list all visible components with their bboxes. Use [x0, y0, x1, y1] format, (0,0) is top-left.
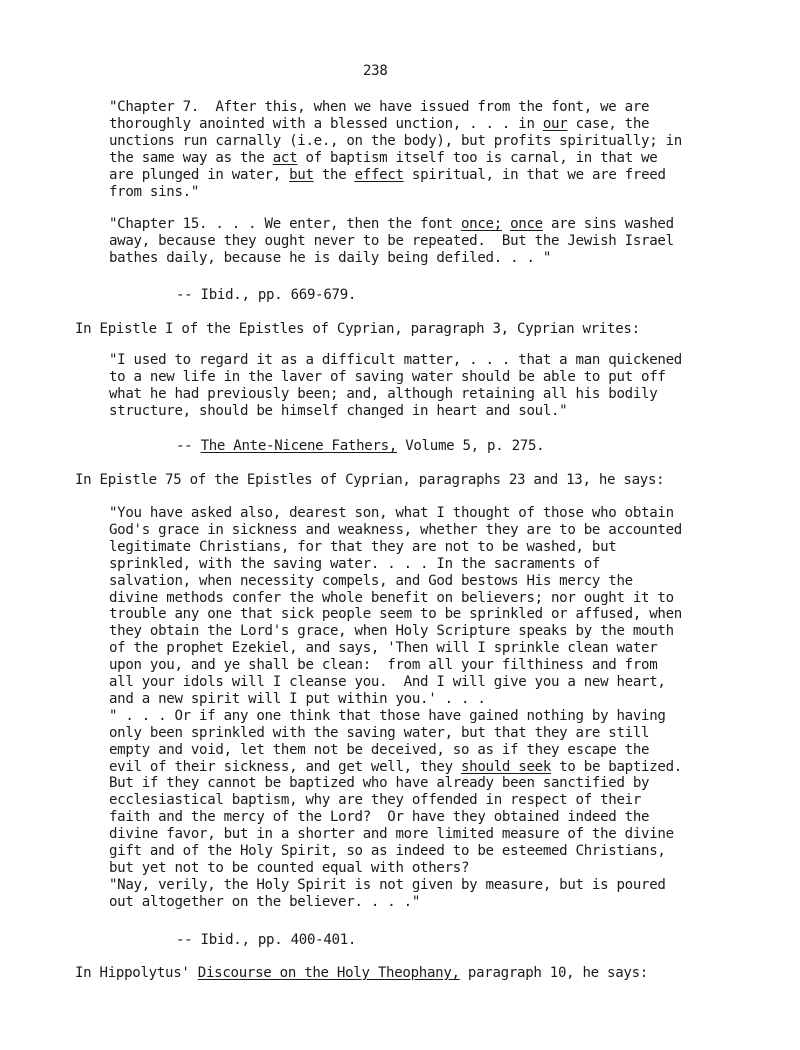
text-run: -- Ibid., pp. 669-679. [176, 287, 357, 303]
intro-hippolytus-line [75, 965, 648, 982]
cyprian-quote-75-line [109, 894, 420, 911]
text-run: divine methods confer the whole benefit on believers; nor ought it to [109, 589, 674, 606]
text-run: God's grace in sickness and weakness, whether they are to be accounted [109, 521, 682, 538]
underlined-text: but [289, 166, 314, 183]
cyprian-quote-75-line [109, 826, 674, 843]
text-run: but yet not to be counted equal with others? [109, 859, 470, 876]
cyprian-quote-75-line [109, 623, 674, 640]
text-run: "Chapter 15. . . . We enter, then the font [109, 216, 461, 232]
cyprian-quote-75-line [109, 843, 666, 860]
text-run: "Chapter 7. After this, when we have issued from the font, we are [109, 99, 650, 115]
text-run [502, 216, 510, 232]
cyprian-quote-75-line [109, 657, 657, 674]
text-run: In Epistle I of the Epistles of Cyprian, paragraph 3, Cyprian writes: [75, 321, 640, 337]
cyprian-quote-1-line [109, 369, 666, 386]
cyprian-quote-75-line [109, 640, 657, 657]
text-run: "You have asked also, dearest son, what I thought of those who obtain [109, 505, 674, 521]
underlined-text: once [510, 216, 543, 232]
cyprian-quote-75-line [109, 522, 682, 539]
chapter15-quote-line [109, 233, 674, 250]
cyprian-quote-75-line [109, 691, 486, 708]
underlined-text: our [542, 115, 568, 132]
chapter15-quote-line [109, 250, 551, 267]
text-run: divine favor, but in a shorter and more limited measure of the divine [109, 826, 674, 843]
underlined-text: act [272, 149, 298, 166]
cyprian-quote-75-line [109, 742, 649, 759]
cyprian-quote-75-line [109, 590, 674, 607]
cyprian-quote-1-line [109, 386, 657, 403]
intro-cyprian-1-line [75, 321, 640, 338]
text-run: the same way as the [109, 149, 273, 166]
text-run: upon you, and ye shall be clean: from all your filthiness and from [109, 657, 658, 674]
citation-3-line [176, 932, 356, 949]
text-run: and a new spirit will I put within you.' . . . [109, 690, 486, 707]
text-run: bathes daily, because he is daily being defiled. . . " [109, 249, 551, 266]
text-run: to a new life in the laver of saving water should be able to put off [109, 368, 666, 385]
text-run: salvation, when necessity compels, and God bestows His mercy the [109, 572, 633, 589]
chapter7-quote-line [109, 133, 682, 150]
cyprian-quote-75-line [109, 725, 649, 742]
chapter7-quote-line [109, 99, 649, 116]
text-run: But if they cannot be baptized who have already been sanctified by [109, 775, 650, 792]
text-run: ecclesiastical baptism, why are they offended in respect of their [109, 792, 642, 809]
underlined-text: The Ante-Nicene Fathers, [200, 438, 398, 454]
chapter7-quote-line [109, 150, 657, 167]
text-run: unctions run carnally (i.e., on the body), but profits spiritually; in [109, 132, 682, 149]
text-run: trouble any one that sick people seem to be sprinkled or affused, when [109, 606, 682, 623]
text-run: of the prophet Ezekiel, and says, 'Then will I sprinkle clean water [109, 640, 658, 657]
underlined-text: effect [354, 166, 404, 183]
text-run: spiritual, in that we are freed [403, 166, 666, 183]
text-run: from sins." [109, 183, 200, 200]
text-run: thoroughly anointed with a blessed unction, . . . in [109, 115, 543, 132]
chapter7-quote-line [109, 116, 649, 133]
text-run: are sins washed [542, 216, 674, 232]
text-run: paragraph 10, he says: [459, 965, 648, 981]
text-run: -- [176, 438, 201, 454]
chapter15-quote-line [109, 216, 674, 233]
cyprian-quote-75-line [109, 759, 682, 776]
cyprian-quote-75-line [109, 556, 600, 573]
underlined-text: should seek [460, 758, 552, 775]
cyprian-quote-75-line [109, 775, 649, 792]
underlined-text: Discourse on the Holy Theophany, [197, 965, 460, 981]
text-run: case, the [567, 115, 650, 132]
citation-2-line [176, 438, 544, 455]
cyprian-quote-75-line [109, 505, 674, 522]
chapter7-quote-line [109, 184, 199, 201]
text-run: sprinkled, with the saving water. . . . In the sacraments of [109, 555, 601, 572]
page-number: 238 [363, 63, 388, 79]
text-run: are plunged in water, [109, 166, 290, 183]
text-run: "Nay, verily, the Holy Spirit is not given by measure, but is poured [109, 876, 666, 893]
cyprian-quote-75-line [109, 877, 666, 894]
text-run: away, because they ought never to be repeated. But the Jewish Israel [109, 232, 674, 249]
text-run: only been sprinkled with the saving water, but that they are still [109, 724, 650, 741]
cyprian-quote-75-line [109, 606, 682, 623]
cyprian-quote-75-line [109, 573, 633, 590]
citation-1-line [176, 287, 356, 304]
text-run: empty and void, let them not be deceived, so as if they escape the [109, 741, 650, 758]
text-run: to be baptized. [551, 758, 682, 775]
cyprian-quote-75-line [109, 708, 666, 725]
underlined-text: once; [460, 216, 502, 232]
text-run: faith and the mercy of the Lord? Or have they obtained indeed the [109, 809, 650, 826]
text-run: evil of their sickness, and get well, they [109, 758, 461, 775]
text-run: what he had previously been; and, although retaining all his bodily [109, 385, 658, 402]
cyprian-quote-75-line [109, 792, 641, 809]
text-run: legitimate Christians, for that they are not to be washed, but [109, 538, 617, 555]
text-run: " . . . Or if any one think that those have gained nothing by having [109, 707, 666, 724]
text-run: out altogether on the believer. . . ." [109, 893, 421, 910]
text-run: In Epistle 75 of the Epistles of Cyprian, paragraphs 23 and 13, he says: [75, 472, 665, 488]
cyprian-quote-75-line [109, 674, 666, 691]
text-run: structure, should be himself changed in heart and soul." [109, 402, 568, 419]
chapter7-quote-line [109, 167, 666, 184]
text-run: the [313, 166, 355, 183]
text-run: Volume 5, p. 275. [397, 438, 545, 454]
text-run: In Hippolytus' [75, 965, 198, 981]
text-run: all your idols will I cleanse you. And I will give you a new heart, [109, 674, 666, 690]
text-run: -- Ibid., pp. 400-401. [176, 932, 357, 948]
cyprian-quote-75-line [109, 809, 649, 826]
intro-cyprian-75-line [75, 472, 664, 489]
cyprian-quote-1-line [109, 403, 567, 420]
text-run: "I used to regard it as a difficult matter, . . . that a man quickened [109, 352, 682, 368]
cyprian-quote-75-line [109, 539, 616, 556]
text-run: of baptism itself too is carnal, in that we [297, 149, 658, 166]
cyprian-quote-75-line [109, 860, 469, 877]
cyprian-quote-1-line [109, 352, 682, 369]
text-run: gift and of the Holy Spirit, so as indeed to be esteemed Christians, [109, 843, 666, 859]
text-run: they obtain the Lord's grace, when Holy Scripture speaks by the mouth [109, 623, 674, 640]
